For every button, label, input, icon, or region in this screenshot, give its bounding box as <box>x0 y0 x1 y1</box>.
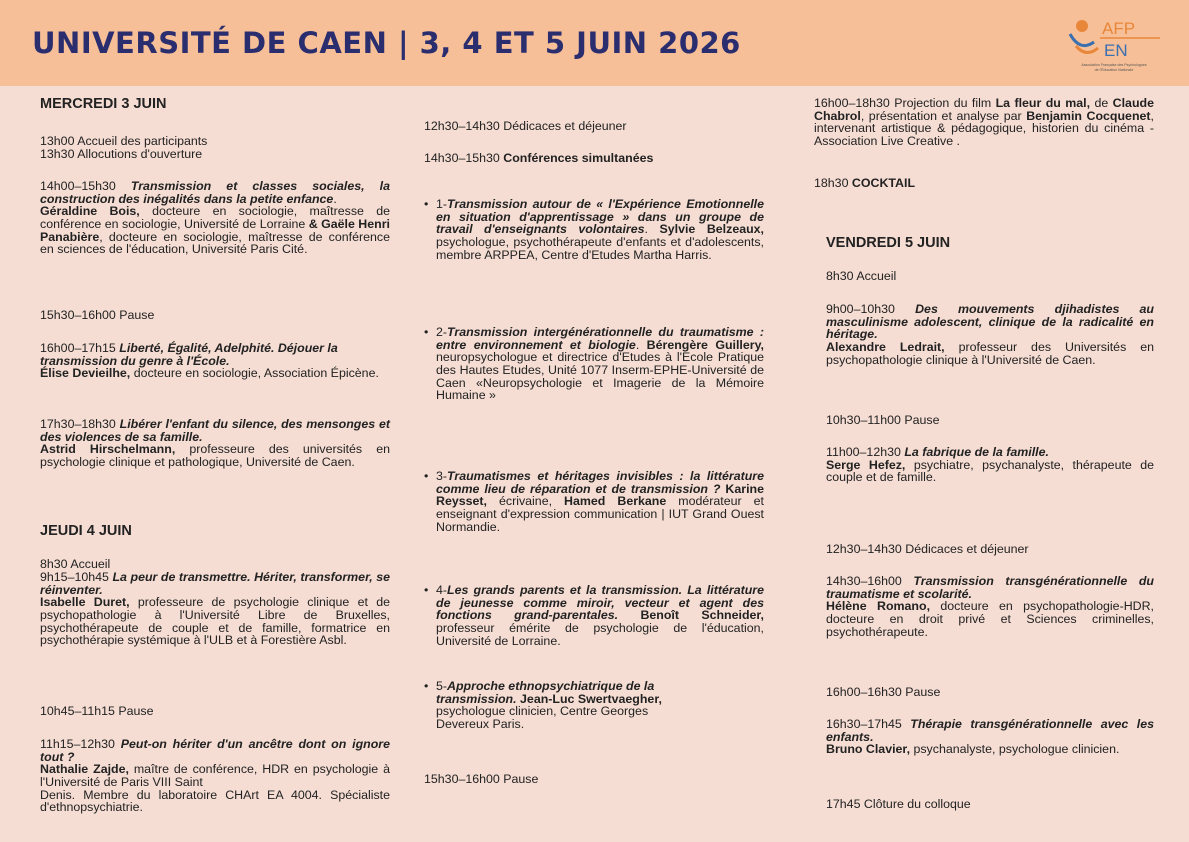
speaker-name: Hélène Romano, <box>826 599 931 614</box>
cocktail-label: COCKTAIL <box>851 176 916 190</box>
session-block <box>40 418 390 469</box>
list-item: • 5-Approche ethnopsychiatrique de la transmission. Jean-Luc Swertvaegher, psychologue clinicien, Centre Georges Devereux Paris. <box>424 680 704 731</box>
header-banner <box>0 0 1189 86</box>
speaker-name: Hamed Berkane <box>564 494 667 509</box>
speaker-name: Bérengère Guillery, <box>646 337 765 352</box>
session-time: 14h30–15h30 <box>424 151 500 165</box>
session-block <box>40 342 390 380</box>
session-title: Libérer l'enfant du silence, des mensonges et des violences de sa famille. <box>40 417 390 444</box>
speaker-desc: psychologue clinicien, Centre Georges Devereux Paris. <box>436 704 649 731</box>
speaker-name: Serge Hefez, <box>826 457 906 472</box>
speaker-name: Bruno Clavier, <box>826 742 911 757</box>
day-heading-thursday: JEUDI 4 JUIN <box>40 523 132 539</box>
speaker-name: Jean-Luc Swertvaegher, <box>520 691 662 706</box>
session-title: La peur de transmettre. Hériter, transformer, se réinventer. <box>40 570 390 597</box>
session-time: 14h30–16h00 <box>826 574 902 588</box>
pause-item: 15h30–16h00 Pause <box>40 308 155 322</box>
session-time: 11h00–12h30 <box>826 445 901 459</box>
list-item: • 4-Les grands parents et la transmission. La littérature de jeunesse comme miroir, vecteur et agent des fonctions grand-parentales. Benoît Schneider, professeur émérite de psychologie de l'éducation, Université de Lorraine. <box>424 584 764 647</box>
session-time: 17h30–18h30 <box>40 417 116 431</box>
session-block: 16h00–18h30 Projection du film La fleur du mal, de Claude Chabrol, présentation et analyse par Benjamin Cocquenet, intervenant artistique & pédagogique, historien du cinéma - Association Live Creative . <box>814 96 1154 148</box>
schedule-item: 8h30 Accueil <box>40 557 111 571</box>
film-title: La fleur du mal, <box>995 96 1091 110</box>
speaker-desc: Denis. Membre du laboratoire CHArt EA 4004. Spécialiste d'ethnopsychiatrie. <box>40 787 390 815</box>
speaker-desc: psychanalyste, psychologue clinicien. <box>913 742 1120 757</box>
talk-title: Traumatismes et héritages invisibles : la littérature comme lieu de réparation et de transmission ? <box>436 469 764 496</box>
schedule-item: 12h30–14h30 Dédicaces et déjeuner <box>826 542 1029 556</box>
speaker-desc: professeure de psychologie clinique et de psychopathologie à l'Université Libre de Bruxelles, psychothérapeute de couple et de famille, formatrice en psychothérapie systémique à l'ULB et à Forestière Asbl. <box>40 595 390 648</box>
pause-item: 15h30–16h00 Pause <box>424 772 539 786</box>
session-label: Conférences simultanées <box>503 151 654 165</box>
session-block <box>826 446 1154 484</box>
session-title: Transmission transgénérationnelle du traumatisme et scolarité. <box>826 574 1154 601</box>
page-title: UNIVERSITÉ DE CAEN | 3, 4 ET 5 JUIN 2026 <box>32 26 741 60</box>
session-block <box>40 738 390 814</box>
speaker-desc: écrivaine, <box>499 494 553 509</box>
session-block <box>826 575 1154 638</box>
closing-item: 17h45 Clôture du colloque <box>826 797 971 811</box>
session-time: 16h00–17h15 <box>40 341 116 355</box>
session-block <box>40 571 390 647</box>
schedule-item: 12h30–14h30 Dédicaces et déjeuner <box>424 119 627 133</box>
ampersand: & <box>308 216 318 231</box>
speaker-desc: docteure en psychopathologie-HDR, docteure en droit privé et Sciences criminelles, psychothérapeute. <box>826 599 1154 639</box>
speaker-desc: , docteure en sociologie, maîtresse de conférence en sciences de l'éducation, Université Paris Cité. <box>40 229 390 257</box>
speaker-desc: , intervenant artistique & pédagogique, historien du cinéma - Association Live Creative . <box>814 108 1154 148</box>
speaker-name: Nathalie Zajde, <box>40 762 129 777</box>
director-name: Claude Chabrol <box>814 96 1154 123</box>
schedule-item: 8h30 Accueil <box>826 269 897 283</box>
session-title: Liberté, Égalité, Adelphité. Déjouer la transmission du genre à l'École. <box>40 341 338 368</box>
svg-text:EN: EN <box>1104 41 1128 60</box>
speaker-name: Alexandre Ledrait, <box>826 339 945 354</box>
session-time: 9h00–10h30 <box>826 302 895 316</box>
speaker-name: Astrid Hirschelmann, <box>40 442 176 457</box>
speaker-name: Gaële Henri Panabière <box>40 216 390 244</box>
session-block <box>826 718 1154 756</box>
schedule-item: 13h00 Accueil des participants <box>40 134 208 148</box>
pause-item: 16h00–16h30 Pause <box>826 685 941 699</box>
speaker-desc: psychologue, psychothérapeute d'enfants et d'adolescents, membre ARPPEA, Centre d'Etudes Martha Harris. <box>436 234 764 262</box>
speaker-name: sabelle Duret, <box>43 595 130 610</box>
list-item: • 2-Transmission intergénérationnelle du traumatisme : entre environnement et biologie. Bérengère Guillery, neuropsychologue et directrice d'Etudes à l'Ecole Pratique des Hautes Etudes, Unité 1077 Inserm-EPHE-Université de Caen «Neuropsychologie et Imagerie de la Mémoire Humaine » <box>424 326 764 402</box>
speaker-desc: professeur des Universités en psychopathologie clinique à l'Université de Caen. <box>826 339 1154 367</box>
speaker-desc: docteure en sociologie, Association Épicène. <box>133 366 379 381</box>
svg-text:de l'Éducation Nationale: de l'Éducation Nationale <box>1094 68 1134 72</box>
talk-title: Approche ethnopsychiatrique de la transmission. <box>436 679 655 706</box>
session-block <box>826 303 1154 366</box>
speaker-name: Élise Devieilhe, <box>40 366 131 381</box>
session-time: 16h30–17h45 <box>826 717 902 731</box>
svg-text:AFP: AFP <box>1102 19 1136 38</box>
session-title: La fabrique de la famille. <box>904 445 1049 459</box>
session-title: Thérapie transgénérationnelle avec les enfants. <box>826 717 1154 744</box>
speaker-desc: professeur émérite de psychologie de l'éducation, Université de Lorraine. <box>436 620 764 648</box>
speaker-name: Karine Reysset, <box>436 481 764 509</box>
speaker-name-initial: I <box>40 595 44 610</box>
speaker-desc: professeure des universités en psychologie clinique et pathologique, Université de Caen. <box>40 442 390 469</box>
schedule-item: 18h30 COCKTAIL <box>814 176 916 190</box>
svg-text:Association Française des Psyc: Association Française des Psychologues <box>1081 63 1147 67</box>
session-title: Transmission et classes sociales, la construction des inégalités dans la petite enfance <box>40 179 390 206</box>
day-heading-wednesday: MERCREDI 3 JUIN <box>40 96 167 112</box>
speaker-desc: modérateur et enseignant d'expression communication | IUT Grand Ouest Normandie. <box>436 494 764 534</box>
talk-title: Transmission intergénérationnelle du traumatisme : entre environnement et biologie <box>436 325 764 352</box>
session-block: 14h00–15h30 Transmission et classes sociales, la construction des inégalités dans la petite enfance. Géraldine Bois, docteure en sociologie, maîtresse de conférence en sociologie, Université de Lorraine & Gaële Henri Panabière, docteure en sociologie, maîtresse de conférence en sciences de l'éducation, Université Paris Cité. <box>40 179 390 257</box>
pause-item: 10h45–11h15 Pause <box>40 704 154 718</box>
schedule-item: 13h30 Allocutions d'ouverture <box>40 147 203 161</box>
speaker-name: Benoît Schneider, <box>640 608 764 623</box>
talk-title: Transmission autour de « l'Expérience Emotionnelle en situation d'apprentissage » dans un groupe de travail d'enseignants volontaires <box>436 197 764 237</box>
session-title: Des mouvements djihadistes au masculinisme adolescent, clinique de la radicalité en héritage. <box>826 302 1154 342</box>
session-time: 11h15–12h30 <box>40 737 115 751</box>
session-time: 9h15–10h45 <box>40 570 109 584</box>
pause-item: 10h30–11h00 Pause <box>826 413 940 427</box>
talk-title: Les grands parents et la transmission. La littérature de jeunesse comme miroir, vecteur et agent des fonctions grand-parentales. <box>436 583 764 623</box>
speaker-name: Benjamin Cocquenet <box>1026 108 1151 123</box>
list-item: • 3-Traumatismes et héritages invisibles : la littérature comme lieu de réparation et de transmission ? Karine Reysset, écrivaine, Hamed Berkane modérateur et enseignant d'expression communication | IUT Grand Ouest Normandie. <box>424 470 764 533</box>
speaker-name: Géraldine Bois, <box>40 204 140 219</box>
speaker-desc: psychiatre, psychanalyste, thérapeute de couple et de famille. <box>826 457 1155 485</box>
schedule-item <box>424 152 764 165</box>
speaker-name: Sylvie Belzeaux, <box>659 222 765 237</box>
speaker-desc: maître de conférence, HDR en psychologie à l'Université de Paris VIII Saint <box>40 762 390 789</box>
day-heading-friday: VENDREDI 5 JUIN <box>826 235 951 251</box>
speaker-desc: docteure en sociologie, maîtresse de conférence en sociologie, Université de Lorraine <box>40 204 390 231</box>
session-time: 14h00–15h30 <box>40 179 116 193</box>
afpen-logo <box>1064 12 1164 76</box>
speaker-desc: neuropsychologue et directrice d'Etudes à l'Ecole Pratique des Hautes Etudes, Unité 1077 Inserm-EPHE-Université de Caen «Neuropsychologie et Imagerie de la Mémoire Humaine » <box>436 350 764 403</box>
session-title: Peut-on hériter d'un ancêtre dont on ignore tout ? <box>40 737 390 764</box>
list-item: • 1-Transmission autour de « l'Expérience Emotionnelle en situation d'apprentissage » dans un groupe de travail d'enseignants volontaires. Sylvie Belzeaux, psychologue, psychothérapeute d'enfants et d'adolescents, membre ARPPEA, Centre d'Etudes Martha Harris. <box>424 198 764 261</box>
